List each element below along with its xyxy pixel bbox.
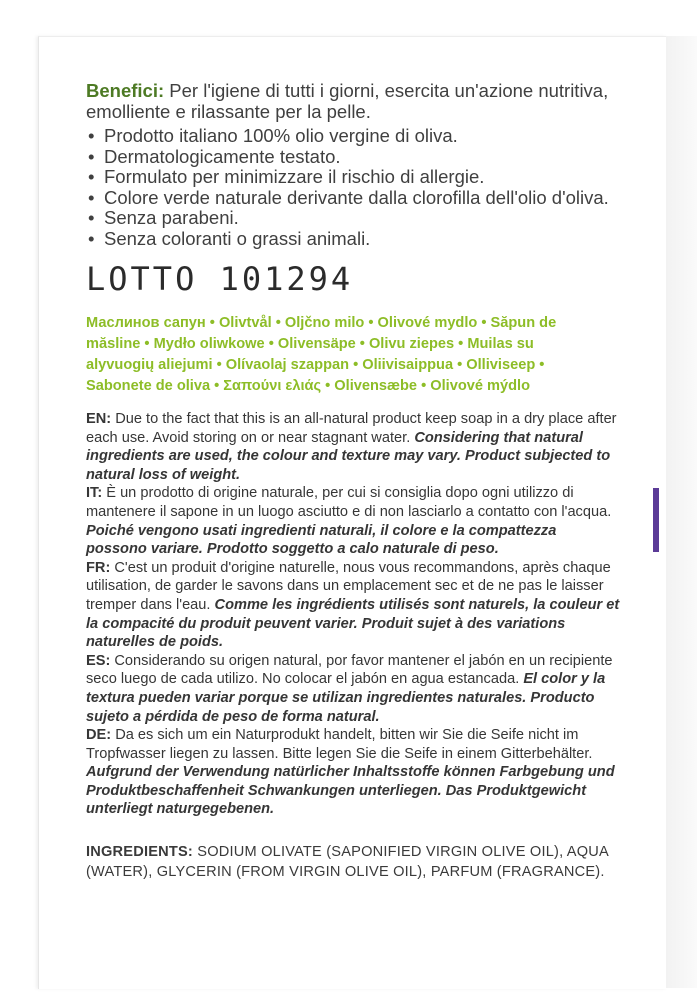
benefici-text: Per l'igiene di tutti i giorni, esercita un'azione nutritiva, emolliente e rilassante per la pelle.	[86, 80, 609, 122]
benefits-list	[86, 126, 620, 249]
ingredients-label: INGREDIENTS:	[86, 844, 193, 861]
package-side-edge	[666, 36, 697, 988]
lang-bold-text: El color y la textura pueden variar porque se utilizan ingredientes naturales. Producto sujeto a pérdida de peso de forma natural.	[86, 671, 606, 725]
purple-side-tab	[653, 488, 659, 552]
lang-code: DE:	[86, 727, 112, 744]
lot-number: LOTTO 101294	[86, 259, 620, 299]
ingredients-text: SODIUM OLIVATE (SAPONIFIED VIRGIN OLIVE OIL), AQUA (WATER), GLYCERIN (FROM VIRGIN OLIVE OIL), PARFUM (FRAGRANCE).	[86, 844, 609, 881]
lang-en	[86, 410, 620, 484]
soap-names-multilingual	[86, 313, 620, 397]
soap-names-line: Маслинов сапун • Olivtvål • Oljčno milo • Olivové mydlo • Săpun de	[86, 315, 557, 331]
soap-names-line: alyvuogių aliejumi • Olívaolaj szappan • Oliivisaippua • Olliviseep •	[86, 357, 545, 373]
lang-fr	[86, 559, 620, 652]
list-item: • Senza coloranti o grassi animali.	[86, 229, 620, 250]
lang-bold-text: Poiché vengono usati ingredienti naturali, il colore e la compattezza possono variare. Prodotto soggetto a calo naturale di peso.	[86, 522, 557, 558]
lang-it	[86, 484, 620, 558]
benefici-paragraph	[86, 80, 620, 122]
lang-text: È un prodotto di origine naturale, per cui si consiglia dopo ogni utilizzo di mantenere il sapone in un luogo asciutto e di non lasciarlo a contatto con l'acqua.	[86, 485, 612, 520]
lang-code: FR:	[86, 559, 111, 576]
lang-text: Da es sich um ein Naturprodukt handelt, bitten wir Sie die Seife nicht im Tropfwasser liegen zu lassen. Bitte legen Sie die Seife in einem Gitterbehälter.	[86, 727, 593, 762]
lang-bold-text: Aufgrund der Verwendung natürlicher Inhaltsstoffe können Farbgebung und Produktbeschaffenheit Schwankungen unterliegen. Das Produktgewicht unterliegt naturgegebenen.	[86, 764, 615, 818]
lang-code: IT:	[86, 485, 103, 502]
lang-code: EN:	[86, 411, 112, 427]
list-item: • Formulato per minimizzare il rischio di allergie.	[86, 167, 620, 188]
lang-es	[86, 652, 620, 726]
benefici-label: Benefici:	[86, 80, 165, 101]
lang-de	[86, 726, 620, 819]
lang-bold-text: Considering that natural ingredients are used, the colour and texture may vary. Product subjected to natural loss of weight.	[86, 429, 611, 483]
list-item: • Prodotto italiano 100% olio vergine di oliva.	[86, 126, 620, 147]
language-instructions	[86, 410, 620, 819]
ingredients-list	[86, 842, 620, 882]
lang-text: Considerando su origen natural, por favor mantener el jabón en un recipiente seco luego de cada utilizo. No colocar el jabón en agua estancada.	[86, 652, 613, 688]
list-item: • Senza parabeni.	[86, 208, 620, 229]
list-item: • Colore verde naturale derivante dalla clorofilla dell'olio d'oliva.	[86, 188, 620, 209]
soap-names-line: măsline • Mydło oliwkowe • Olivensäpe • Olivu ziepes • Muilas su	[86, 336, 534, 352]
label-content	[86, 80, 620, 882]
list-item: • Dermatologicamente testato.	[86, 147, 620, 168]
lang-bold-text: Comme les ingrédients utilisés sont naturels, la couleur et la compacité du produit peuvent varier. Produit sujet à des variations naturelles de poids.	[86, 596, 620, 651]
lang-text: Due to the fact that this is an all-natural product keep soap in a dry place after each use. Avoid storing on or near stagnant water.	[86, 411, 617, 446]
lang-code: ES:	[86, 652, 111, 669]
lang-text: C'est un produit d'origine naturelle, nous vous recommandons, après chaque utilisation, de garder le savons dans un emplacement sec et de ne pas le laisser tremper dans l'eau.	[86, 559, 611, 613]
soap-names-line: Sabonete de oliva • Σαπούνι ελιάς • Olivensæbe • Olivové mýdlo	[86, 378, 531, 394]
